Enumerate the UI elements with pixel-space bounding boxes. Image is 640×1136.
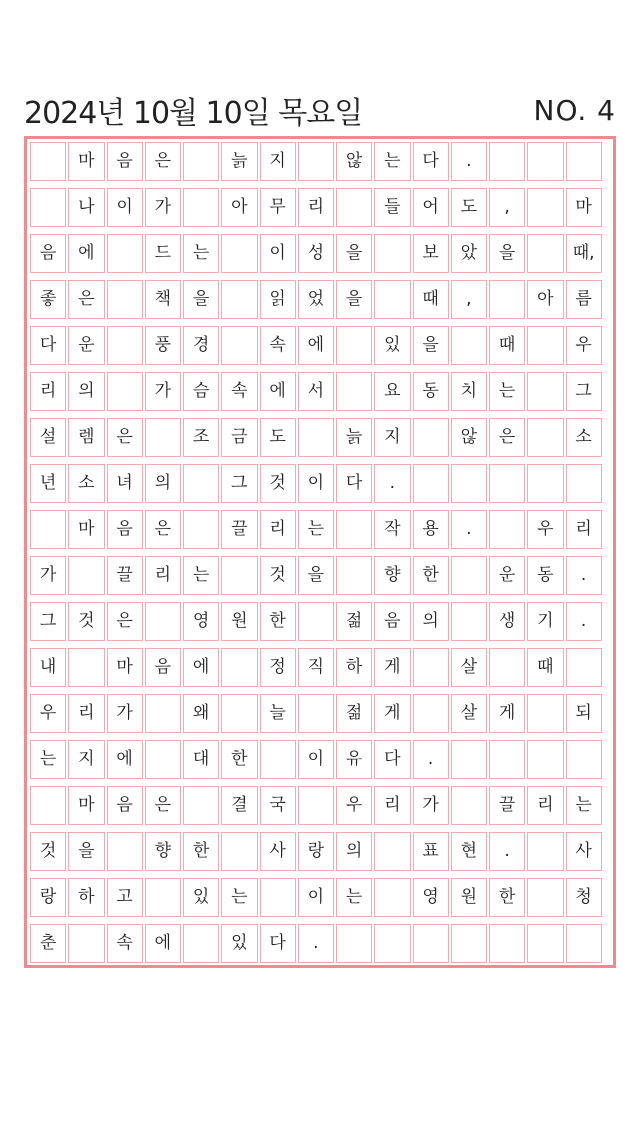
grid-cell: 소 bbox=[566, 418, 602, 457]
grid-cell bbox=[107, 234, 143, 273]
grid-cell: , bbox=[489, 188, 525, 227]
grid-cell bbox=[221, 326, 257, 365]
grid-cell: 것 bbox=[260, 556, 296, 595]
grid-cell: 소 bbox=[68, 464, 104, 503]
grid-cell: 늙 bbox=[336, 418, 372, 457]
grid-cell: 들 bbox=[374, 188, 410, 227]
page-header bbox=[24, 88, 616, 132]
grid-cell: 가 bbox=[145, 372, 181, 411]
grid-cell: 좋 bbox=[30, 280, 66, 319]
grid-cell bbox=[183, 188, 219, 227]
grid-cell: 젊 bbox=[336, 602, 372, 641]
grid-cell bbox=[107, 280, 143, 319]
grid-cell bbox=[413, 648, 449, 687]
grid-cell bbox=[527, 740, 563, 779]
grid-row bbox=[30, 418, 610, 457]
grid-cell: 었 bbox=[298, 280, 334, 319]
grid-cell: 것 bbox=[68, 602, 104, 641]
grid-cell: 는 bbox=[183, 556, 219, 595]
grid-cell bbox=[145, 694, 181, 733]
grid-cell: 리 bbox=[566, 510, 602, 549]
grid-cell: 동 bbox=[527, 556, 563, 595]
grid-cell: 음 bbox=[145, 648, 181, 687]
grid-cell bbox=[489, 510, 525, 549]
grid-cell: 사 bbox=[260, 832, 296, 871]
grid-cell: 우 bbox=[566, 326, 602, 365]
grid-cell bbox=[30, 786, 66, 825]
grid-cell bbox=[336, 188, 372, 227]
grid-cell: 슴 bbox=[183, 372, 219, 411]
grid-cell: 있 bbox=[221, 924, 257, 963]
grid-cell bbox=[298, 418, 334, 457]
grid-cell: 을 bbox=[336, 280, 372, 319]
grid-cell: 하 bbox=[336, 648, 372, 687]
grid-cell: 풍 bbox=[145, 326, 181, 365]
grid-cell: 성 bbox=[298, 234, 334, 273]
grid-cell: 우 bbox=[30, 694, 66, 733]
grid-cell bbox=[374, 234, 410, 273]
grid-cell: 동 bbox=[413, 372, 449, 411]
grid-cell: 년 bbox=[30, 464, 66, 503]
grid-cell bbox=[221, 648, 257, 687]
grid-cell: 다 bbox=[413, 142, 449, 181]
grid-cell: . bbox=[489, 832, 525, 871]
grid-cell: 지 bbox=[374, 418, 410, 457]
grid-cell bbox=[566, 924, 602, 963]
grid-cell: 젊 bbox=[336, 694, 372, 733]
grid-cell: 는 bbox=[30, 740, 66, 779]
grid-cell: 한 bbox=[489, 878, 525, 917]
grid-cell bbox=[527, 326, 563, 365]
grid-cell: 결 bbox=[221, 786, 257, 825]
grid-cell: 한 bbox=[260, 602, 296, 641]
grid-cell bbox=[451, 786, 487, 825]
grid-cell: 다 bbox=[260, 924, 296, 963]
grid-cell: 요 bbox=[374, 372, 410, 411]
grid-cell: 은 bbox=[145, 786, 181, 825]
grid-cell bbox=[298, 694, 334, 733]
grid-cell: 책 bbox=[145, 280, 181, 319]
grid-cell bbox=[298, 786, 334, 825]
grid-cell: . bbox=[451, 142, 487, 181]
grid-cell: 게 bbox=[489, 694, 525, 733]
grid-cell bbox=[489, 464, 525, 503]
grid-cell bbox=[298, 142, 334, 181]
grid-cell bbox=[336, 326, 372, 365]
grid-cell: 랑 bbox=[298, 832, 334, 871]
grid-row bbox=[30, 188, 610, 227]
grid-cell bbox=[145, 740, 181, 779]
grid-cell: 우 bbox=[336, 786, 372, 825]
grid-cell bbox=[107, 326, 143, 365]
grid-cell: 이 bbox=[260, 234, 296, 273]
grid-cell: 렘 bbox=[68, 418, 104, 457]
grid-row bbox=[30, 326, 610, 365]
grid-cell: 는 bbox=[183, 234, 219, 273]
grid-row bbox=[30, 740, 610, 779]
grid-cell bbox=[68, 648, 104, 687]
grid-cell: . bbox=[566, 602, 602, 641]
grid-cell: 작 bbox=[374, 510, 410, 549]
grid-cell: 마 bbox=[107, 648, 143, 687]
grid-cell: 음 bbox=[374, 602, 410, 641]
grid-cell bbox=[374, 832, 410, 871]
grid-cell bbox=[489, 280, 525, 319]
grid-cell: 표 bbox=[413, 832, 449, 871]
grid-cell: 는 bbox=[298, 510, 334, 549]
grid-cell bbox=[107, 832, 143, 871]
grid-cell bbox=[336, 556, 372, 595]
grid-cell: 음 bbox=[107, 510, 143, 549]
grid-cell: 음 bbox=[107, 786, 143, 825]
grid-cell bbox=[527, 418, 563, 457]
grid-cell bbox=[68, 924, 104, 963]
grid-cell: 것 bbox=[260, 464, 296, 503]
grid-cell bbox=[566, 464, 602, 503]
grid-cell: 은 bbox=[68, 280, 104, 319]
grid-cell: 도 bbox=[260, 418, 296, 457]
date-title: 2024년 10월 10일 목요일 bbox=[24, 96, 363, 131]
grid-cell bbox=[374, 924, 410, 963]
grid-cell: 살 bbox=[451, 648, 487, 687]
grid-cell: 하 bbox=[68, 878, 104, 917]
grid-cell: 끌 bbox=[489, 786, 525, 825]
grid-cell: 은 bbox=[489, 418, 525, 457]
grid-cell: 가 bbox=[30, 556, 66, 595]
grid-cell: 생 bbox=[489, 602, 525, 641]
grid-cell bbox=[527, 234, 563, 273]
grid-cell: 현 bbox=[451, 832, 487, 871]
grid-row bbox=[30, 510, 610, 549]
grid-cell: 때 bbox=[527, 648, 563, 687]
grid-cell: 우 bbox=[527, 510, 563, 549]
grid-row bbox=[30, 878, 610, 917]
grid-cell bbox=[527, 142, 563, 181]
grid-cell: 는 bbox=[336, 878, 372, 917]
grid-cell: 리 bbox=[145, 556, 181, 595]
grid-cell: 이 bbox=[298, 878, 334, 917]
grid-cell: 그 bbox=[221, 464, 257, 503]
grid-cell bbox=[374, 878, 410, 917]
grid-cell bbox=[107, 372, 143, 411]
grid-cell bbox=[413, 464, 449, 503]
grid-cell: 다 bbox=[30, 326, 66, 365]
grid-cell bbox=[566, 740, 602, 779]
grid-cell: 서 bbox=[298, 372, 334, 411]
grid-cell: 름 bbox=[566, 280, 602, 319]
grid-cell: 게 bbox=[374, 648, 410, 687]
grid-cell: 에 bbox=[145, 924, 181, 963]
grid-cell: 는 bbox=[374, 142, 410, 181]
grid-cell: 이 bbox=[107, 188, 143, 227]
grid-cell: 그 bbox=[566, 372, 602, 411]
grid-cell bbox=[260, 878, 296, 917]
grid-cell bbox=[451, 924, 487, 963]
grid-cell: 읽 bbox=[260, 280, 296, 319]
grid-cell: 의 bbox=[145, 464, 181, 503]
grid-cell bbox=[336, 924, 372, 963]
grid-cell bbox=[374, 280, 410, 319]
grid-cell: 은 bbox=[145, 510, 181, 549]
grid-row bbox=[30, 602, 610, 641]
grid-cell bbox=[221, 234, 257, 273]
grid-cell: 게 bbox=[374, 694, 410, 733]
grid-cell: 을 bbox=[489, 234, 525, 273]
grid-cell: 춘 bbox=[30, 924, 66, 963]
grid-cell: 운 bbox=[68, 326, 104, 365]
page-number: NO. 4 bbox=[533, 93, 616, 127]
grid-row bbox=[30, 786, 610, 825]
grid-cell: 끌 bbox=[107, 556, 143, 595]
grid-cell: 되 bbox=[566, 694, 602, 733]
grid-cell: . bbox=[298, 924, 334, 963]
grid-cell: 한 bbox=[221, 740, 257, 779]
grid-cell: 왜 bbox=[183, 694, 219, 733]
grid-cell: 않 bbox=[451, 418, 487, 457]
grid-row bbox=[30, 924, 610, 963]
grid-cell bbox=[30, 142, 66, 181]
grid-cell: 늘 bbox=[260, 694, 296, 733]
grid-cell: 녀 bbox=[107, 464, 143, 503]
grid-cell: 국 bbox=[260, 786, 296, 825]
grid-cell: 지 bbox=[68, 740, 104, 779]
grid-cell: 향 bbox=[374, 556, 410, 595]
grid-cell: 지 bbox=[260, 142, 296, 181]
grid-cell bbox=[489, 142, 525, 181]
grid-cell bbox=[413, 694, 449, 733]
grid-cell: . bbox=[566, 556, 602, 595]
grid-cell: 고 bbox=[107, 878, 143, 917]
grid-cell: 리 bbox=[298, 188, 334, 227]
grid-row bbox=[30, 280, 610, 319]
grid-cell: 은 bbox=[145, 142, 181, 181]
grid-cell: 았 bbox=[451, 234, 487, 273]
grid-cell: 리 bbox=[68, 694, 104, 733]
grid-cell: 다 bbox=[336, 464, 372, 503]
grid-cell: 한 bbox=[413, 556, 449, 595]
grid-cell: 속 bbox=[260, 326, 296, 365]
grid-cell bbox=[489, 740, 525, 779]
grid-cell bbox=[336, 372, 372, 411]
grid-cell: 는 bbox=[221, 878, 257, 917]
grid-cell: 그 bbox=[30, 602, 66, 641]
grid-cell: 는 bbox=[566, 786, 602, 825]
grid-row bbox=[30, 234, 610, 273]
grid-cell: 늙 bbox=[221, 142, 257, 181]
grid-cell: 는 bbox=[489, 372, 525, 411]
grid-cell bbox=[527, 832, 563, 871]
grid-cell bbox=[451, 326, 487, 365]
grid-cell bbox=[451, 740, 487, 779]
grid-cell bbox=[527, 372, 563, 411]
grid-cell bbox=[566, 142, 602, 181]
grid-cell bbox=[183, 924, 219, 963]
grid-cell: 가 bbox=[413, 786, 449, 825]
grid-cell bbox=[68, 556, 104, 595]
grid-cell: 대 bbox=[183, 740, 219, 779]
grid-cell: 이 bbox=[298, 740, 334, 779]
grid-cell bbox=[527, 694, 563, 733]
grid-cell bbox=[527, 464, 563, 503]
grid-cell: 원 bbox=[451, 878, 487, 917]
grid-cell: 에 bbox=[68, 234, 104, 273]
grid-cell: 은 bbox=[107, 418, 143, 457]
grid-cell bbox=[30, 510, 66, 549]
grid-row bbox=[30, 464, 610, 503]
grid-cell bbox=[183, 464, 219, 503]
grid-cell: 가 bbox=[107, 694, 143, 733]
grid-cell: 영 bbox=[183, 602, 219, 641]
grid-cell bbox=[221, 832, 257, 871]
grid-cell: 을 bbox=[413, 326, 449, 365]
grid-cell: 끌 bbox=[221, 510, 257, 549]
grid-cell: 직 bbox=[298, 648, 334, 687]
grid-cell: 향 bbox=[145, 832, 181, 871]
grid-cell bbox=[527, 924, 563, 963]
grid-cell bbox=[413, 924, 449, 963]
grid-cell: 음 bbox=[107, 142, 143, 181]
grid-cell: 마 bbox=[68, 510, 104, 549]
grid-cell: 도 bbox=[451, 188, 487, 227]
grid-cell: 내 bbox=[30, 648, 66, 687]
grid-cell: 은 bbox=[107, 602, 143, 641]
grid-cell bbox=[451, 464, 487, 503]
grid-cell: 조 bbox=[183, 418, 219, 457]
grid-cell bbox=[145, 418, 181, 457]
grid-cell bbox=[566, 648, 602, 687]
grid-cell: 을 bbox=[336, 234, 372, 273]
grid-cell: 때 bbox=[489, 326, 525, 365]
grid-cell: 리 bbox=[30, 372, 66, 411]
grid-cell: 의 bbox=[413, 602, 449, 641]
grid-cell bbox=[451, 602, 487, 641]
grid-cell: 리 bbox=[374, 786, 410, 825]
grid-cell bbox=[298, 602, 334, 641]
manuscript-grid bbox=[30, 142, 610, 962]
grid-cell bbox=[489, 648, 525, 687]
grid-cell: 무 bbox=[260, 188, 296, 227]
grid-cell: 마 bbox=[68, 786, 104, 825]
grid-cell bbox=[260, 740, 296, 779]
grid-cell: 에 bbox=[298, 326, 334, 365]
grid-cell: 것 bbox=[30, 832, 66, 871]
grid-cell bbox=[527, 188, 563, 227]
grid-cell: 에 bbox=[260, 372, 296, 411]
grid-cell: , bbox=[451, 280, 487, 319]
grid-row bbox=[30, 694, 610, 733]
grid-cell: 한 bbox=[183, 832, 219, 871]
grid-cell: 청 bbox=[566, 878, 602, 917]
grid-cell: 의 bbox=[336, 832, 372, 871]
grid-cell: 기 bbox=[527, 602, 563, 641]
grid-cell: . bbox=[374, 464, 410, 503]
grid-cell: 속 bbox=[107, 924, 143, 963]
grid-cell: 원 bbox=[221, 602, 257, 641]
grid-cell: . bbox=[451, 510, 487, 549]
grid-cell: 치 bbox=[451, 372, 487, 411]
grid-cell bbox=[30, 188, 66, 227]
grid-cell: 어 bbox=[413, 188, 449, 227]
grid-cell: 때 bbox=[413, 280, 449, 319]
grid-cell: 때, bbox=[566, 234, 602, 273]
grid-cell: 있 bbox=[374, 326, 410, 365]
grid-cell: 드 bbox=[145, 234, 181, 273]
grid-cell: 않 bbox=[336, 142, 372, 181]
grid-cell: 나 bbox=[68, 188, 104, 227]
grid-cell: 을 bbox=[298, 556, 334, 595]
grid-cell: 랑 bbox=[30, 878, 66, 917]
grid-row bbox=[30, 832, 610, 871]
grid-cell bbox=[489, 924, 525, 963]
grid-cell bbox=[221, 280, 257, 319]
manuscript-sheet bbox=[24, 136, 616, 968]
grid-cell: 이 bbox=[298, 464, 334, 503]
grid-cell: 설 bbox=[30, 418, 66, 457]
grid-cell: 금 bbox=[221, 418, 257, 457]
grid-cell bbox=[183, 142, 219, 181]
grid-cell bbox=[221, 556, 257, 595]
grid-cell: 영 bbox=[413, 878, 449, 917]
grid-cell: 정 bbox=[260, 648, 296, 687]
grid-cell: 살 bbox=[451, 694, 487, 733]
grid-cell: 있 bbox=[183, 878, 219, 917]
grid-cell: 경 bbox=[183, 326, 219, 365]
grid-cell: 속 bbox=[221, 372, 257, 411]
grid-cell bbox=[336, 510, 372, 549]
grid-cell: . bbox=[413, 740, 449, 779]
grid-row bbox=[30, 142, 610, 181]
grid-cell bbox=[183, 786, 219, 825]
grid-cell bbox=[221, 694, 257, 733]
grid-cell: 용 bbox=[413, 510, 449, 549]
grid-cell: 아 bbox=[221, 188, 257, 227]
grid-cell: 을 bbox=[68, 832, 104, 871]
grid-cell: 사 bbox=[566, 832, 602, 871]
grid-cell: 을 bbox=[183, 280, 219, 319]
grid-cell: 아 bbox=[527, 280, 563, 319]
grid-cell bbox=[413, 418, 449, 457]
grid-cell: 리 bbox=[527, 786, 563, 825]
grid-cell: 운 bbox=[489, 556, 525, 595]
grid-cell: 보 bbox=[413, 234, 449, 273]
grid-row bbox=[30, 648, 610, 687]
grid-cell: 에 bbox=[183, 648, 219, 687]
grid-row bbox=[30, 372, 610, 411]
grid-cell bbox=[527, 878, 563, 917]
grid-cell: 에 bbox=[107, 740, 143, 779]
grid-cell bbox=[183, 510, 219, 549]
grid-cell: 의 bbox=[68, 372, 104, 411]
grid-row bbox=[30, 556, 610, 595]
grid-cell: 마 bbox=[68, 142, 104, 181]
grid-cell: 다 bbox=[374, 740, 410, 779]
grid-cell: 가 bbox=[145, 188, 181, 227]
grid-cell: 마 bbox=[566, 188, 602, 227]
grid-cell: 음 bbox=[30, 234, 66, 273]
grid-cell bbox=[451, 556, 487, 595]
grid-cell bbox=[145, 878, 181, 917]
grid-cell: 리 bbox=[260, 510, 296, 549]
grid-cell bbox=[145, 602, 181, 641]
grid-cell: 유 bbox=[336, 740, 372, 779]
